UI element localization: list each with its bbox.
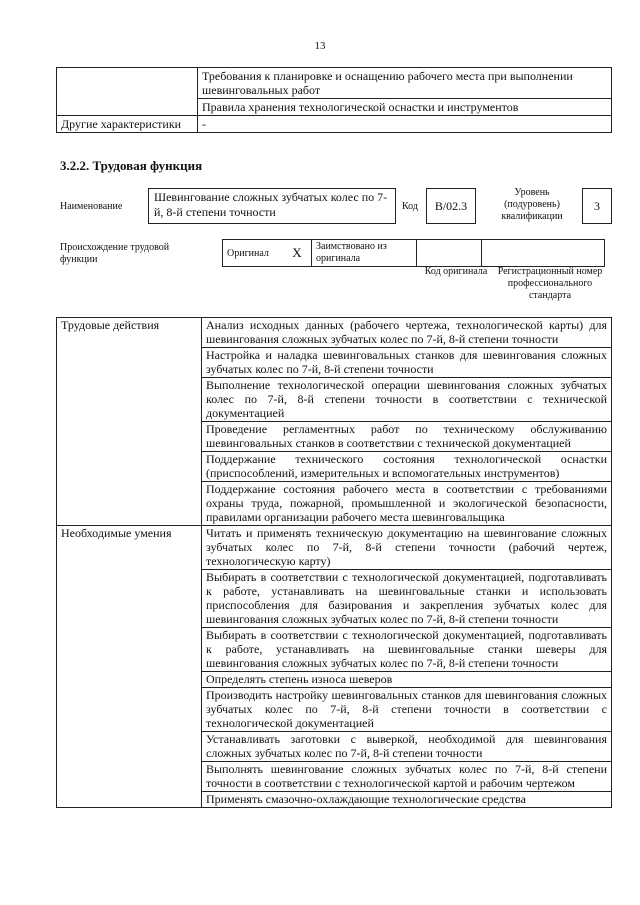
- table-row: Производить настройку шевинговальных станков для шевингования сложных зубчатых колес по 7-й, 8-й степени точности в соответствии с технологической документацией: [202, 688, 612, 732]
- table-row: Определять степень износа шеверов: [202, 672, 612, 688]
- table-row: Читать и применять техническую документацию на шевингование сложных зубчатых колес по 7-й, 8-й степени точности (рабочий чертеж, технологическую карту): [202, 526, 612, 570]
- name-label: Наименование: [60, 201, 123, 212]
- reg-number-caption: Регистрационный номер профессионального стандарта: [497, 266, 603, 301]
- table-row: Применять смазочно-охлаждающие технологические средства: [202, 792, 612, 808]
- level-value: 3: [582, 188, 612, 224]
- table-row: Выполнять шевингование сложных зубчатых колес по 7-й, 8-й степени точности в соответствии с технологической картой и рабочим чертежом: [202, 762, 612, 792]
- table-row: Устанавливать заготовки с выверкой, необходимой для шевингования сложных зубчатых колес по 7-й, 8-й степени точности: [202, 732, 612, 762]
- code-label: Код: [402, 201, 418, 212]
- top-table: [56, 67, 612, 133]
- category-label: Трудовые действия: [57, 318, 202, 526]
- table-row: Анализ исходных данных (рабочего чертежа, технологической карты) для шевингования сложных зубчатых колес по 7-й, 8-й степени точности: [202, 318, 612, 348]
- level-label: Уровень (подуровень) квалификации: [501, 187, 563, 222]
- table-row: Поддержание технического состояния технологической оснастки (приспособлений, измерительных и вспомогательных инструментов): [202, 452, 612, 482]
- table-row: Выбирать в соответствии с технологической документацией, подготавливать к работе, устанавливать на шевинговальные станки и использовать приспособления для базирования и закрепления зубчатых колес для шевингования сложных зубчатых колес по 7-й, 8-й степени точности: [202, 570, 612, 628]
- table-row: Выполнение технологической операции шевингования сложных зубчатых колес по 7-й, 8-й степени точности в соответствии с технической документацией: [202, 378, 612, 422]
- top-table-empty-cell: [57, 68, 198, 116]
- top-table-cell: Правила хранения технологической оснастки и инструментов: [198, 99, 612, 116]
- page-number: 13: [314, 40, 326, 52]
- table-row: Поддержание состояния рабочего места в соответствии с требованиями охраны труда, пожарной, промышленной и экологической безопасности, правилами организации рабочего места шевинговальщика: [202, 482, 612, 526]
- table-row: Настройка и наладка шевинговальных станков для шевингования сложных зубчатых колес по 7-й, 8-й степени точности: [202, 348, 612, 378]
- code-original-caption: Код оригинала: [424, 266, 488, 277]
- top-table-label: Другие характеристики: [57, 116, 198, 133]
- top-table-cell: -: [198, 116, 612, 133]
- origin-label: Происхождение трудовой функции: [60, 242, 170, 265]
- table-row: Проведение регламентных работ по техническому обслуживанию шевинговальных станков в соответствии с технической документацией: [202, 422, 612, 452]
- top-table-cell: Требования к планировке и оснащению рабочего места при выполнении шевинговальных работ: [198, 68, 612, 99]
- borrowed-label: Заимствовано из оригинала: [312, 240, 417, 267]
- category-label: Необходимые умения: [57, 526, 202, 808]
- original-label: Оригинал: [223, 240, 284, 267]
- original-mark: X: [283, 240, 312, 267]
- function-code: B/02.3: [426, 188, 476, 224]
- code-original-cell: [417, 240, 482, 267]
- main-table: [56, 317, 612, 808]
- origin-table: [222, 239, 605, 267]
- table-row: Выбирать в соответствии с технологической документацией, подготавливать к работе, устанавливать на шевинговальные станки шеверы для шевингования сложных зубчатых колес по 7-й, 8-й степени точности: [202, 628, 612, 672]
- section-heading: 3.2.2. Трудовая функция: [60, 158, 203, 173]
- reg-number-cell: [482, 240, 605, 267]
- function-name: Шевингование сложных зубчатых колес по 7-й, 8-й степени точности: [148, 188, 396, 224]
